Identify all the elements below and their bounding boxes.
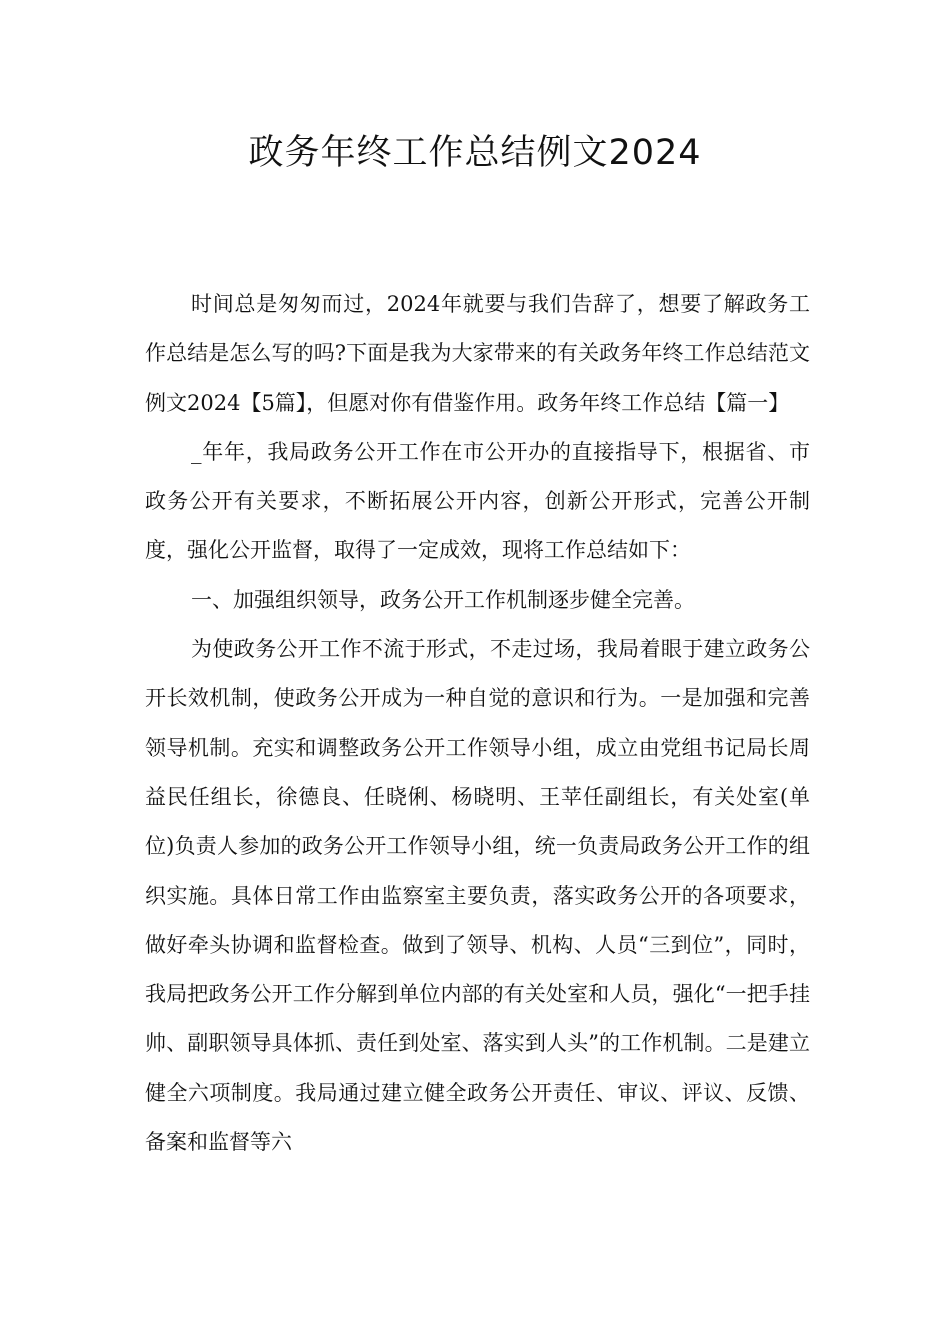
intro-paragraph: 时间总是匆匆而过，2024年就要与我们告辞了，想要了解政务工作总结是怎么写的吗?下面是我为大家带来的有关政务年终工作总结范文例文2024【5篇】，但愿对你有借鉴作用。政务年终工作总结【篇一】	[145, 292, 810, 415]
document-title: 政务年终工作总结例文2024	[248, 133, 702, 173]
document-body	[145, 280, 810, 1167]
overview-paragraph: _年年，我局政务公开工作在市公开办的直接指导下，根据省、市政务公开有关要求，不断拓展公开内容，创新公开形式，完善公开制度，强化公开监督，取得了一定成效，现将工作总结如下：	[145, 439, 810, 563]
body-paragraph: 为使政务公开工作不流于形式，不走过场，我局着眼于建立政务公开长效机制，使政务公开成为一种自觉的意识和行为。一是加强和完善领导机制。充实和调整政务公开工作领导小组，成立由党组书记局长周益民任组长，徐德良、任晓俐、杨晓明、王苹任副组长，有关处室(单位)负责人参加的政务公开工作领导小组，统一负责局政务公开工作的组织实施。具体日常工作由监察室主要负责，落实政务公开的各项要求，做好牵头协调和监督检查。做到了领导、机构、人员“三到位”，同时，我局把政务公开工作分解到单位内部的有关处室和人员，强化“一把手挂帅、副职领导具体抓、责任到处室、落实到人头”的工作机制。二是建立健全六项制度。我局通过建立健全政务公开责任、审议、评议、反馈、备案和监督等六	[145, 637, 810, 1155]
section-heading: 一、加强组织领导，政务公开工作机制逐步健全完善。	[191, 587, 695, 612]
